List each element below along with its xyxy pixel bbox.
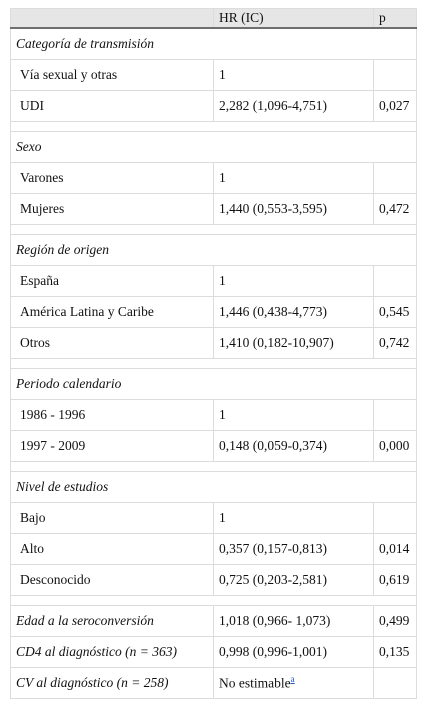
table-row bbox=[11, 503, 417, 534]
row-hr-text: 0,998 (0,996-1,001) bbox=[219, 644, 327, 659]
row-label: España bbox=[11, 266, 214, 297]
row-label: Varones bbox=[11, 163, 214, 194]
row-hr: 1,440 (0,553-3,595) bbox=[214, 194, 374, 225]
section-header-row bbox=[11, 235, 417, 266]
row-hr: 0,148 (0,059-0,374) bbox=[214, 431, 374, 462]
spacer-row bbox=[11, 225, 417, 235]
row-p: 0,499 bbox=[374, 606, 417, 637]
spacer-row bbox=[11, 122, 417, 132]
row-label: Edad a la seroconversión bbox=[11, 606, 214, 637]
section-header-row bbox=[11, 472, 417, 503]
row-p bbox=[374, 668, 417, 699]
section-title: Categoría de transmisión bbox=[11, 28, 417, 60]
row-hr: 1 bbox=[214, 60, 374, 91]
row-hr: 0,725 (0,203-2,581) bbox=[214, 565, 374, 596]
row-label: América Latina y Caribe bbox=[11, 297, 214, 328]
row-label: Desconocido bbox=[11, 565, 214, 596]
row-p: 0,135 bbox=[374, 637, 417, 668]
row-hr bbox=[214, 668, 374, 699]
section-title: Periodo calendario bbox=[11, 369, 417, 400]
spacer-row bbox=[11, 596, 417, 606]
header-variable bbox=[11, 9, 214, 29]
table-row bbox=[11, 534, 417, 565]
row-p bbox=[374, 60, 417, 91]
row-label: Otros bbox=[11, 328, 214, 359]
row-p bbox=[374, 400, 417, 431]
table-row bbox=[11, 400, 417, 431]
section-title: Sexo bbox=[11, 132, 417, 163]
table-body bbox=[11, 28, 417, 699]
continuous-row bbox=[11, 668, 417, 699]
row-p bbox=[374, 503, 417, 534]
section-header-row bbox=[11, 132, 417, 163]
table-row bbox=[11, 266, 417, 297]
row-hr: 1,446 (0,438-4,773) bbox=[214, 297, 374, 328]
table-row bbox=[11, 60, 417, 91]
table-row bbox=[11, 328, 417, 359]
table-row bbox=[11, 91, 417, 122]
spacer-cell bbox=[11, 462, 417, 472]
footnote-link[interactable]: a bbox=[290, 674, 295, 685]
spacer-row bbox=[11, 462, 417, 472]
row-hr: 1 bbox=[214, 400, 374, 431]
section-header-row bbox=[11, 369, 417, 400]
row-label: CV al diagnóstico (n = 258) bbox=[11, 668, 214, 699]
row-p: 0,619 bbox=[374, 565, 417, 596]
footnote-marker bbox=[291, 674, 295, 684]
row-p: 0,027 bbox=[374, 91, 417, 122]
spacer-cell bbox=[11, 359, 417, 369]
row-p bbox=[374, 266, 417, 297]
row-label: Bajo bbox=[11, 503, 214, 534]
continuous-row bbox=[11, 637, 417, 668]
row-hr: 2,282 (1,096-4,751) bbox=[214, 91, 374, 122]
continuous-row bbox=[11, 606, 417, 637]
header-hr: HR (IC) bbox=[214, 9, 374, 29]
row-hr-text: 1,018 (0,966- 1,073) bbox=[219, 613, 331, 628]
row-label: Mujeres bbox=[11, 194, 214, 225]
row-label: UDI bbox=[11, 91, 214, 122]
spacer-cell bbox=[11, 596, 417, 606]
row-hr: 1 bbox=[214, 163, 374, 194]
table-row bbox=[11, 163, 417, 194]
section-header-row bbox=[11, 28, 417, 60]
row-hr: 1,410 (0,182-10,907) bbox=[214, 328, 374, 359]
row-hr: 0,357 (0,157-0,813) bbox=[214, 534, 374, 565]
row-hr: 1 bbox=[214, 503, 374, 534]
row-p: 0,742 bbox=[374, 328, 417, 359]
row-p: 0,014 bbox=[374, 534, 417, 565]
section-title: Nivel de estudios bbox=[11, 472, 417, 503]
table-header-row bbox=[11, 9, 417, 29]
table-row bbox=[11, 431, 417, 462]
spacer-row bbox=[11, 359, 417, 369]
row-hr: 1 bbox=[214, 266, 374, 297]
row-label: 1997 - 2009 bbox=[11, 431, 214, 462]
header-p: p bbox=[374, 9, 417, 29]
row-label: CD4 al diagnóstico (n = 363) bbox=[11, 637, 214, 668]
row-hr bbox=[214, 637, 374, 668]
row-label: Alto bbox=[11, 534, 214, 565]
spacer-cell bbox=[11, 225, 417, 235]
section-title: Región de origen bbox=[11, 235, 417, 266]
table-row bbox=[11, 297, 417, 328]
table-row bbox=[11, 194, 417, 225]
hazard-ratio-table bbox=[10, 8, 417, 699]
row-hr-text: No estimable bbox=[219, 675, 291, 691]
row-label: 1986 - 1996 bbox=[11, 400, 214, 431]
spacer-cell bbox=[11, 122, 417, 132]
row-p: 0,472 bbox=[374, 194, 417, 225]
table-row bbox=[11, 565, 417, 596]
row-p bbox=[374, 163, 417, 194]
row-hr bbox=[214, 606, 374, 637]
row-label: Vía sexual y otras bbox=[11, 60, 214, 91]
row-p: 0,545 bbox=[374, 297, 417, 328]
row-p: 0,000 bbox=[374, 431, 417, 462]
